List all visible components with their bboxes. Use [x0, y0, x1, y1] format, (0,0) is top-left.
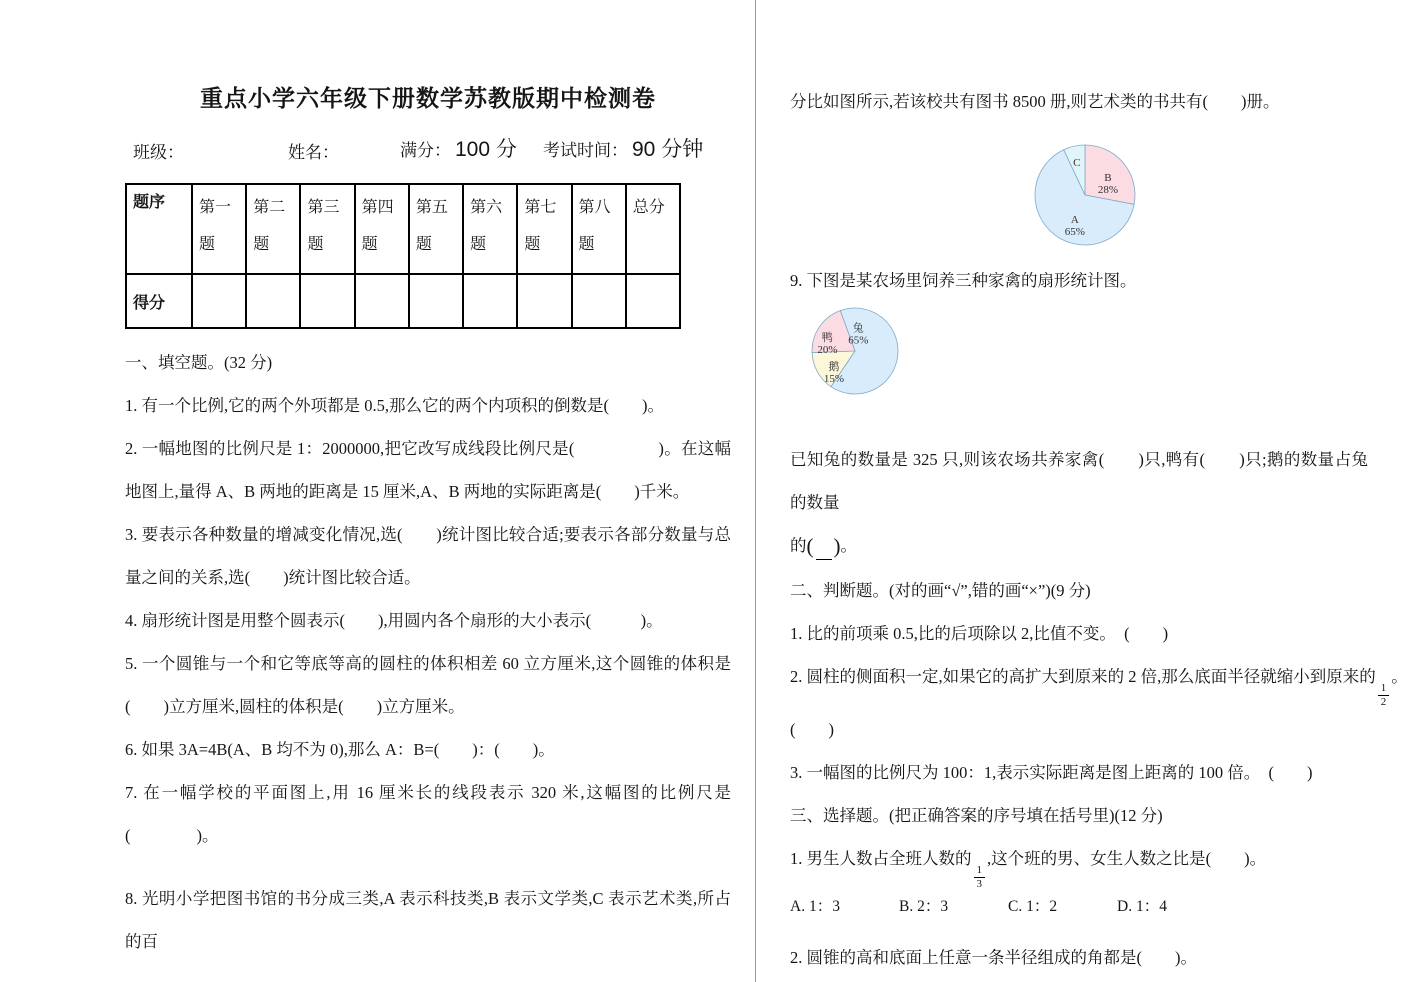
- score-table-col-4: 第四题: [355, 184, 409, 274]
- section-judge-heading: 二、判断题。(对的画“√”,错的画“×”)(9 分): [790, 581, 1091, 600]
- score-cell: [463, 274, 517, 328]
- farm-poultry-pie-chart: [810, 306, 900, 396]
- score-table-col-2: 第二题: [246, 184, 300, 274]
- fraction-blank: [816, 550, 832, 569]
- score-table-col-7: 第七题: [517, 184, 571, 274]
- fraction-blank-close-paren: ): [833, 534, 841, 558]
- choice-question-2: 2. 圆锥的高和底面上任意一条半径组成的角都是( )。: [790, 948, 1197, 967]
- fill-in-question-6: 6. 如果 3A=4B(A、B 均不为 0),那么 A：B=( )：( )。: [125, 740, 555, 759]
- option-c: C. 1：2: [1008, 898, 1058, 915]
- score-cell: [409, 274, 463, 328]
- score-table-col-1: 第一题: [192, 184, 246, 274]
- one-half-fraction: $\frac{1}{2}$: [1378, 683, 1390, 708]
- score-table-col-8: 第八题: [572, 184, 626, 274]
- svg-text:B: B: [1104, 172, 1112, 185]
- fill-in-question-9: 9. 下图是某农场里饲养三种家禽的扇形统计图。: [790, 271, 1137, 290]
- fill-in-question-1: 1. 有一个比例,它的两个外项都是 0.5,那么它的两个内项积的倒数是( )。: [125, 396, 664, 415]
- section-fill-in-heading: 一、填空题。(32 分): [125, 353, 273, 372]
- exam-info-row: [125, 133, 731, 167]
- score-cell: [192, 274, 246, 328]
- fill-in-question-5: 5. 一个圆锥与一个和它等底等高的圆柱的体积相差 60 立方厘米,这个圆锥的体积是( )立方厘米,圆柱的体积是( )立方厘米。: [125, 654, 731, 716]
- svg-text:鸭: 鸭: [821, 331, 833, 344]
- score-table: [125, 183, 681, 329]
- judge-question-1: 1. 比的前项乘 0.5,比的后项除以 2,比值不变。 ( ): [790, 624, 1169, 643]
- svg-text:鹅: 鹅: [828, 360, 840, 373]
- svg-text:65%: 65%: [848, 334, 869, 347]
- class-label: 班级：: [133, 143, 184, 162]
- section-choice-heading: 三、选择题。(把正确答案的序号填在括号里)(12 分): [790, 806, 1163, 825]
- score-cell: [355, 274, 409, 328]
- score-table-col-3: 第三题: [300, 184, 354, 274]
- svg-text:15%: 15%: [823, 372, 844, 385]
- option-d: D. 1：4: [1117, 898, 1167, 915]
- choice-question-1: 1. 男生人数占全班人数的 $\frac{1}{3}$ ,这个班的男、女生人数之比是( )。: [790, 849, 1267, 890]
- fraction-blank-open-paren: (: [806, 534, 814, 558]
- option-a: A. 1：3: [790, 898, 840, 915]
- svg-text:C: C: [1073, 157, 1081, 169]
- column-divider: [755, 0, 756, 982]
- question-9-conclusion-line1: 已知兔的数量是 325 只,则该农场共养家禽( )只,鸭有( )只;鹅的数量占兔的数量: [790, 450, 1368, 512]
- name-label: 姓名：: [288, 143, 339, 162]
- question-9-conclusion-line2: 的( )。: [790, 524, 1368, 569]
- fill-in-question-7: 7. 在一幅学校的平面图上,用 16 厘米长的线段表示 320 米,这幅图的比例尺是( )。: [125, 783, 731, 845]
- score-table-col-total: 总分: [626, 184, 680, 274]
- right-column: [790, 0, 1408, 979]
- judge-question-2-line2: ( ): [790, 720, 834, 739]
- svg-text:兔: 兔: [852, 322, 864, 335]
- full-score-label: 满分： 100 分: [400, 138, 517, 161]
- svg-text:20%: 20%: [817, 343, 838, 356]
- library-books-pie-chart: [1033, 143, 1137, 247]
- score-cell: [572, 274, 626, 328]
- option-b: B. 2：3: [899, 898, 949, 915]
- score-cell: [300, 274, 354, 328]
- full-score-value: 100 分: [455, 138, 517, 161]
- judge-question-3: 3. 一幅图的比例尺为 100：1,表示实际距离是图上距离的 100 倍。 ( ): [790, 763, 1313, 782]
- judge-question-2-line1: 2. 圆柱的侧面积一定,如果它的高扩大到原来的 2 倍,那么底面半径就缩小到原来的 $\frac{1}{2}$ 。: [790, 667, 1408, 708]
- fill-in-question-3: 3. 要表示各种数量的增减变化情况,选( )统计图比较合适;要表示各部分数量与总量之间的关系,选( )统计图比较合适。: [125, 525, 731, 587]
- page-title: 重点小学六年级下册数学苏教版期中检测卷: [200, 85, 656, 111]
- svg-text:28%: 28%: [1097, 184, 1118, 197]
- score-row-label: 得分: [126, 274, 192, 328]
- score-cell: [626, 274, 680, 328]
- score-cell: [246, 274, 300, 328]
- score-table-corner: 题序: [126, 184, 192, 274]
- exam-time-value: 90 分钟: [632, 138, 704, 161]
- svg-text:A: A: [1070, 213, 1079, 226]
- choice-question-1-options: [790, 890, 1368, 924]
- svg-text:65%: 65%: [1064, 225, 1085, 238]
- one-third-fraction: $\frac{1}{3}$: [974, 865, 986, 890]
- fill-in-question-8-part2: 分比如图所示,若该校共有图书 8500 册,则艺术类的书共有( )册。: [790, 92, 1280, 111]
- left-column: [125, 0, 731, 963]
- score-row: [126, 274, 680, 328]
- fill-in-question-2: 2. 一幅地图的比例尺是 1：2000000,把它改写成线段比例尺是( )。在这幅地图上,量得 A、B 两地的距离是 15 厘米,A、B 两地的实际距离是( )千米。: [125, 439, 731, 501]
- fill-in-question-4: 4. 扇形统计图是用整个圆表示( ),用圆内各个扇形的大小表示( )。: [125, 611, 663, 630]
- exam-time-label: 考试时间： 90 分钟: [543, 138, 704, 161]
- score-table-header-row: [126, 184, 680, 274]
- score-table-col-6: 第六题: [463, 184, 517, 274]
- score-cell: [517, 274, 571, 328]
- score-table-col-5: 第五题: [409, 184, 463, 274]
- fill-in-question-8-part1: 8. 光明小学把图书馆的书分成三类,A 表示科技类,B 表示文学类,C 表示艺术类,所占的百: [125, 889, 731, 951]
